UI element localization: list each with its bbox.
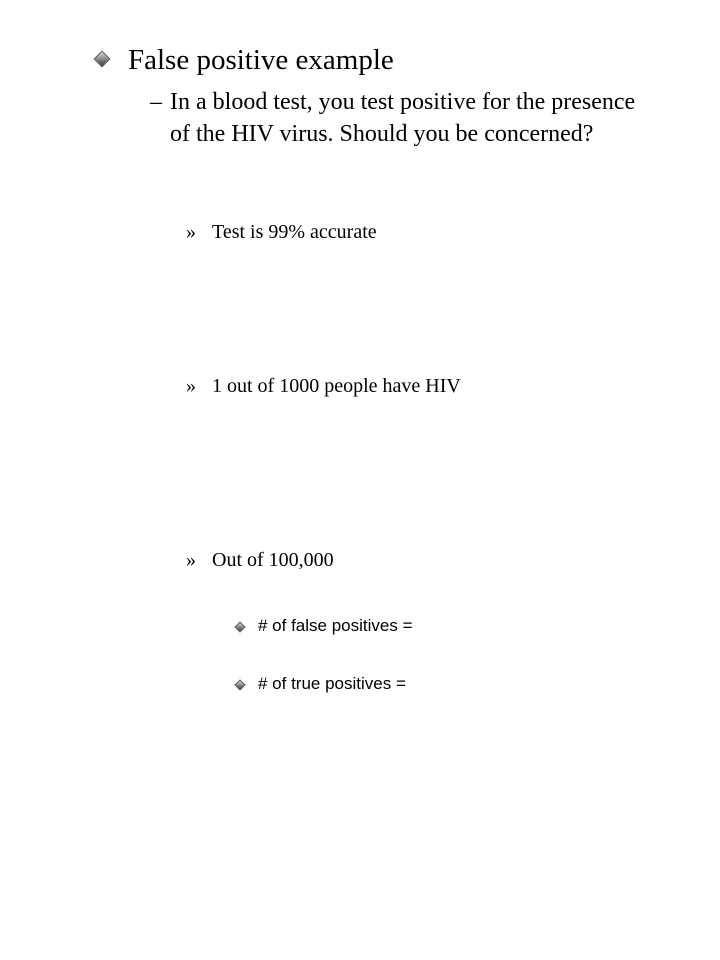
diamond-bullet-icon xyxy=(236,681,246,691)
raquo-marker: » xyxy=(186,549,196,571)
diamond-bullet-icon xyxy=(236,623,246,633)
list-item-text: Out of 100,000 xyxy=(212,549,334,571)
list-item-accuracy xyxy=(0,218,720,246)
subitem-true-positives xyxy=(0,672,720,696)
list-item-population xyxy=(0,546,720,574)
diamond-shape xyxy=(234,679,245,690)
subitem-text: # of true positives = xyxy=(258,674,406,693)
subitem-text: # of false positives = xyxy=(258,616,413,635)
raquo-marker: » xyxy=(186,221,196,243)
list-item-prevalence xyxy=(0,372,720,400)
subitem-false-positives xyxy=(0,614,720,638)
diamond-shape xyxy=(234,621,245,632)
dash-marker: – xyxy=(150,89,162,115)
raquo-marker: » xyxy=(186,375,196,397)
question-paragraph xyxy=(0,86,720,186)
list-item-text: Test is 99% accurate xyxy=(212,221,377,243)
heading-text: False positive example xyxy=(128,44,394,76)
heading-row xyxy=(0,40,720,80)
list-item-text: 1 out of 1000 people have HIV xyxy=(212,375,461,397)
question-text: In a blood test, you test positive for the presence of the HIV virus. Should you be concerned? xyxy=(170,89,636,147)
